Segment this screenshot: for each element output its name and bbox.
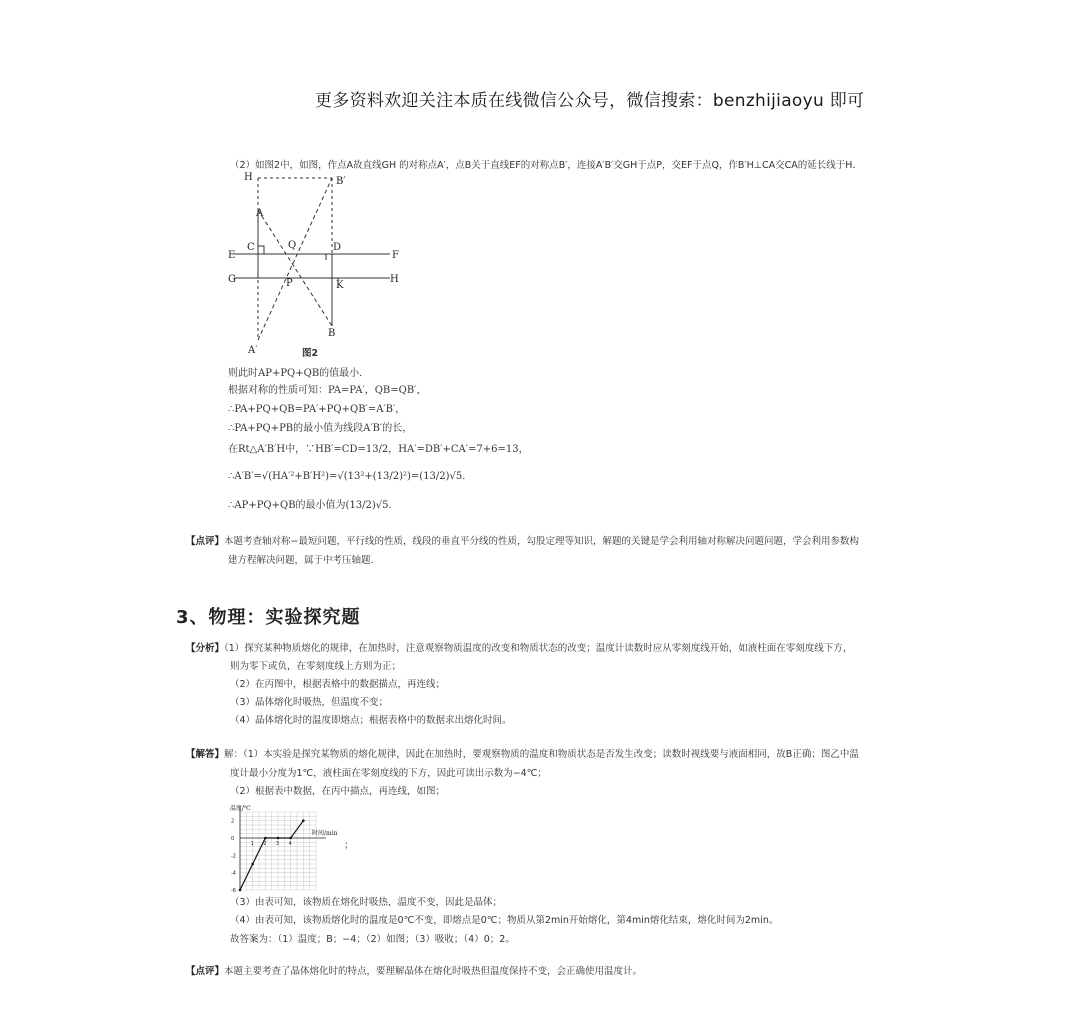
section-title: 3、物理：实验探究题: [176, 607, 361, 628]
analysis-line-4: （3）晶体熔化时吸热，但温度不变；: [230, 697, 389, 708]
comment-1-line-2: 建方程解决问题，属于中考压轴题．: [228, 555, 381, 566]
analysis-block: [186, 643, 852, 655]
line-ab: [258, 210, 332, 326]
solution-tag: 【解答】: [186, 749, 225, 760]
analysis-line-3: （2）在丙图中，根据表格中的数据描点，再连线；: [230, 679, 446, 690]
chart-xtick-label: 1: [250, 841, 254, 847]
geometry-line-3: ∴PA+PQ+QB=PA′+PQ+QB′=A′B′，: [228, 404, 406, 415]
geometry-line-6: ∴A′B′=√(HA′²+B′H²)=√(13²+(13/2)²)=(13/2)√5．: [228, 471, 473, 482]
geometry-line-4: ∴PA+PQ+PB的最小值为线段A′B′的长，: [228, 423, 413, 434]
line-a-prime-b-prime: [258, 178, 332, 340]
solution-line-3: （2）根据表中数据，在丙中描点，再连线，如图；: [230, 786, 446, 797]
comment-2-tag: 【点评】: [186, 966, 225, 977]
page-header: 更多资料欢迎关注本质在线微信公众号，微信搜索：benzhijiaoyu 即可: [315, 91, 865, 111]
comment-1-tag: 【点评】: [186, 536, 225, 547]
solution-block: [186, 749, 859, 761]
label-f: F: [392, 250, 399, 261]
geometry-intro: （2）如图2中，如图，作点A故直线GH 的对称点A′，点B关于直线EF的对称点B′，连接A′B′交GH于点P，交EF于点Q，作B′H⊥CA交CA的延长线于H．: [230, 160, 862, 171]
chart-ytick-label: 0: [231, 836, 235, 842]
geometry-line-2: 根据对称的性质可知：PA=PA′，QB=QB′，: [228, 385, 427, 396]
chart-point: [251, 863, 254, 866]
label-h: H: [244, 172, 253, 183]
label-h2: H: [390, 274, 399, 285]
chart-point: [289, 837, 292, 840]
chart-ytick-label: -4: [231, 870, 236, 877]
chart-point: [302, 819, 305, 822]
comment-2-text: 本题主要考查了晶体熔化时的特点，要理解晶体在熔化时吸热但温度保持不变，会正确使用温度计。: [224, 966, 643, 977]
right-angle-d: [326, 254, 332, 260]
figure-caption: 图2: [302, 348, 319, 359]
label-a: A: [256, 208, 264, 219]
temperature-chart: [226, 802, 356, 896]
solution-after-1: （3）由表可知，该物质在熔化时吸热，温度不变，因此是晶体；: [230, 897, 503, 908]
chart-suffix: ；: [344, 840, 354, 851]
chart-point: [239, 889, 242, 892]
label-p: P: [286, 278, 293, 289]
label-q: Q: [288, 240, 297, 251]
analysis-line-5: （4）晶体熔化时的温度即熔点；根据表格中的数据求出熔化时间。: [230, 715, 512, 726]
chart-grid: [240, 812, 316, 890]
analysis-line-2: 则为零下或负，在零刻度线上方则为正；: [230, 661, 402, 672]
chart-xtick-label: 2: [263, 841, 267, 847]
right-angle-c: [258, 246, 264, 254]
chart-xtick-label: 3: [276, 841, 280, 847]
comment-1: [186, 536, 859, 548]
geometry-line-7: ∴AP+PQ+QB的最小值为(13/2)√5．: [228, 500, 399, 511]
chart-ytick-label: -2: [231, 853, 236, 860]
comment-2: [186, 966, 642, 978]
geometry-line-1: 则此时AP+PQ+QB的值最小．: [228, 368, 370, 379]
label-a-prime: A′: [248, 345, 258, 356]
label-c: C: [247, 242, 255, 253]
geometry-line-5: 在Rt△A′B′H中，∵HB′=CD=13/2，HA′=DB′+CA′=7+6=13，: [228, 444, 529, 455]
label-b-prime: B′: [336, 176, 346, 187]
solution-after-2: （4）由表可知，该物质熔化时的温度是0℃不变，即熔点是0℃；物质从第2min开始熔化，第4min熔化结束，熔化时间为2min。: [230, 915, 779, 926]
chart-point: [277, 837, 280, 840]
figure-2: [222, 170, 412, 360]
chart-axes: [240, 806, 326, 890]
label-d: D: [333, 242, 342, 253]
chart-xlabel: 时间/min: [312, 830, 338, 837]
analysis-tag: 【分析】: [186, 643, 225, 654]
chart-ylabel: 温度/℃: [230, 805, 251, 812]
label-b: B: [328, 328, 336, 339]
analysis-line-1: （1）探究某种物质熔化的规律，在加热时，注意观察物质温度的改变和物质状态的改变；温度计读数时应从零刻度线开始，如液柱面在零刻度线下方，: [224, 643, 853, 654]
solution-line-1: 解：（1）本实验是探究某物质的熔化规律，因此在加热时，要观察物质的温度和物质状态是否发生改变；读数时视线要与液面相同，故B正确；图乙中温: [224, 749, 859, 760]
solution-line-2: 度计最小分度为1℃，液柱面在零刻度线的下方，因此可读出示数为−4℃；: [230, 768, 547, 779]
label-e: E: [228, 250, 236, 261]
label-k: K: [336, 280, 344, 291]
chart-ytick-label: -6: [231, 888, 236, 894]
comment-1-line-1: 本题考查轴对称−最短问题，平行线的性质，线段的垂直平分线的性质，勾股定理等知识，解题的关键是学会利用轴对称解决问题问题，学会利用参数构: [224, 536, 859, 547]
chart-ytick-label: 2: [231, 818, 235, 825]
solution-after-3: 故答案为：（1）温度；B；−4；（2）如图；（3）吸收；（4）0；2。: [230, 934, 515, 945]
chart-point: [264, 837, 267, 840]
chart-xtick-label: 4: [288, 841, 292, 847]
label-g: G: [228, 274, 236, 285]
